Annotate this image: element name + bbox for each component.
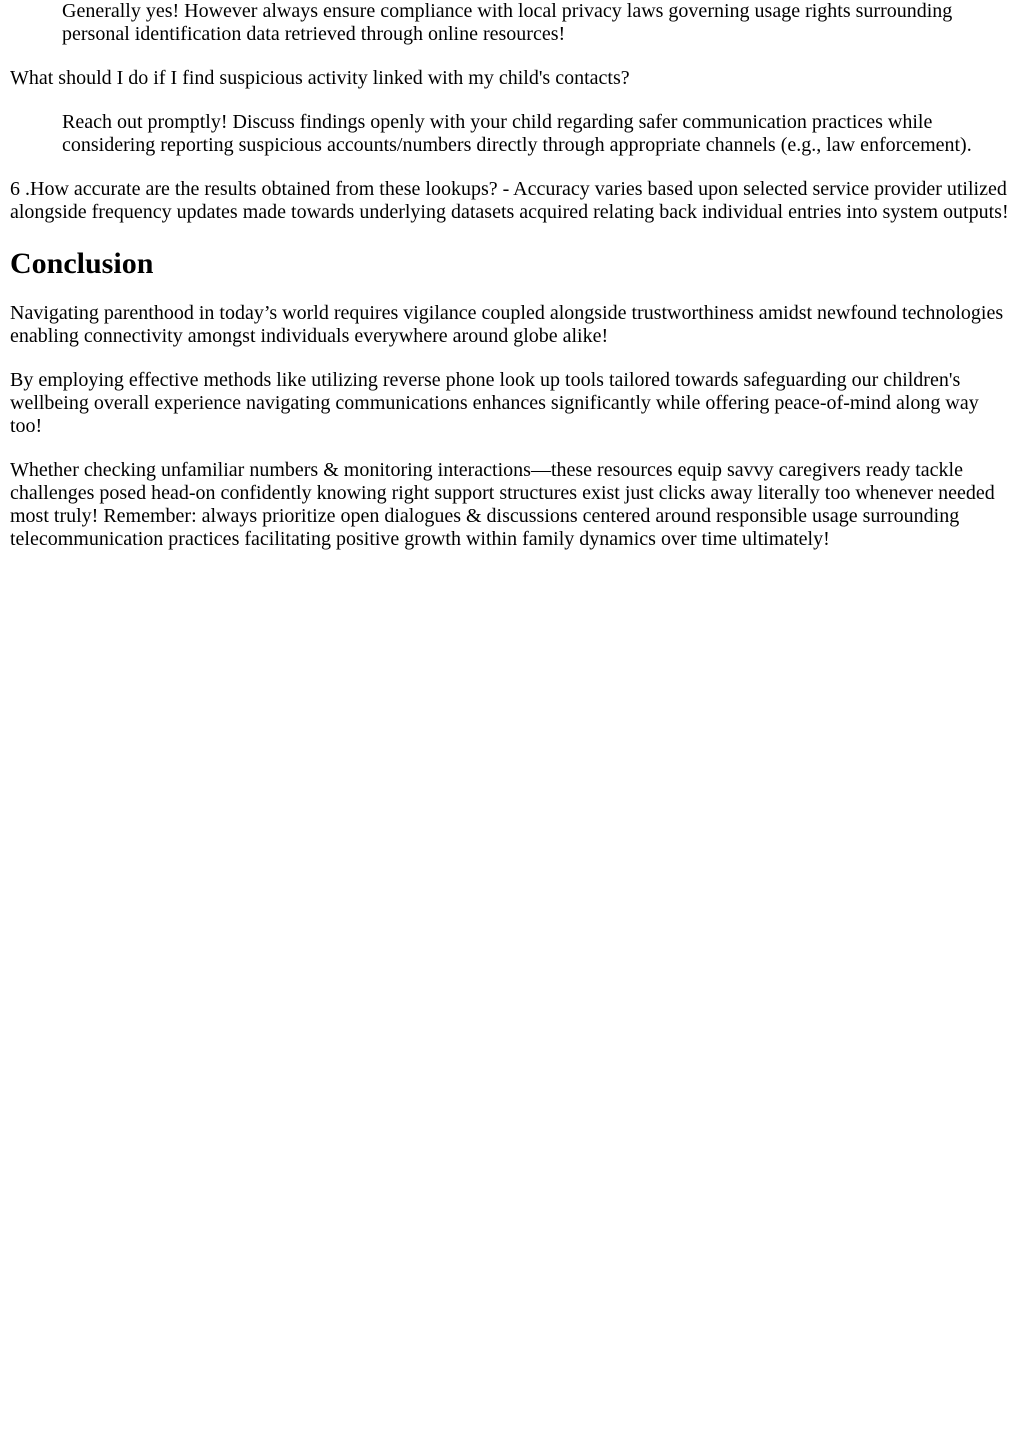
faq-question-suspicious-activity: What should I do if I find suspicious activity linked with my child's contacts? — [10, 67, 630, 89]
faq-answer-privacy: Generally yes! However always ensure compliance with local privacy laws governing usage rights surrounding personal identification data retrieved through online resources! — [62, 0, 953, 45]
faq-answer-suspicious-activity: Reach out promptly! Discuss findings openly with your child regarding safer communication practices while considering reporting suspicious accounts/numbers directly through appropriate channels (e.g., law enforcement). — [62, 111, 972, 156]
faq-item-accuracy: 6 .How accurate are the results obtained from these lookups? - Accuracy varies based upon selected service provider utilized alongside frequency updates made towards underlying datasets acquired relating back individual entries into system outputs! — [10, 178, 1009, 223]
conclusion-heading: Conclusion — [10, 247, 154, 280]
conclusion-paragraph-1: Navigating parenthood in today’s world requires vigilance coupled alongside trustworthiness amidst newfound technologies enabling connectivity amongst individuals everywhere around globe alike! — [10, 302, 1004, 347]
conclusion-paragraph-3: Whether checking unfamiliar numbers & monitoring interactions—these resources equip savvy caregivers ready tackle challenges posed head-on confidently knowing right support structures exist just clicks away literally too whenever needed most truly! Remember: always prioritize open dialogues & discussions centered around responsible usage surrounding telecommunication practices facilitating positive growth within family dynamics over time ultimately! — [10, 459, 995, 550]
conclusion-paragraph-2: By employing effective methods like utilizing reverse phone look up tools tailored towards safeguarding our children's wellbeing overall experience navigating communications enhances significantly while offering peace-of-mind along way too! — [10, 369, 979, 437]
